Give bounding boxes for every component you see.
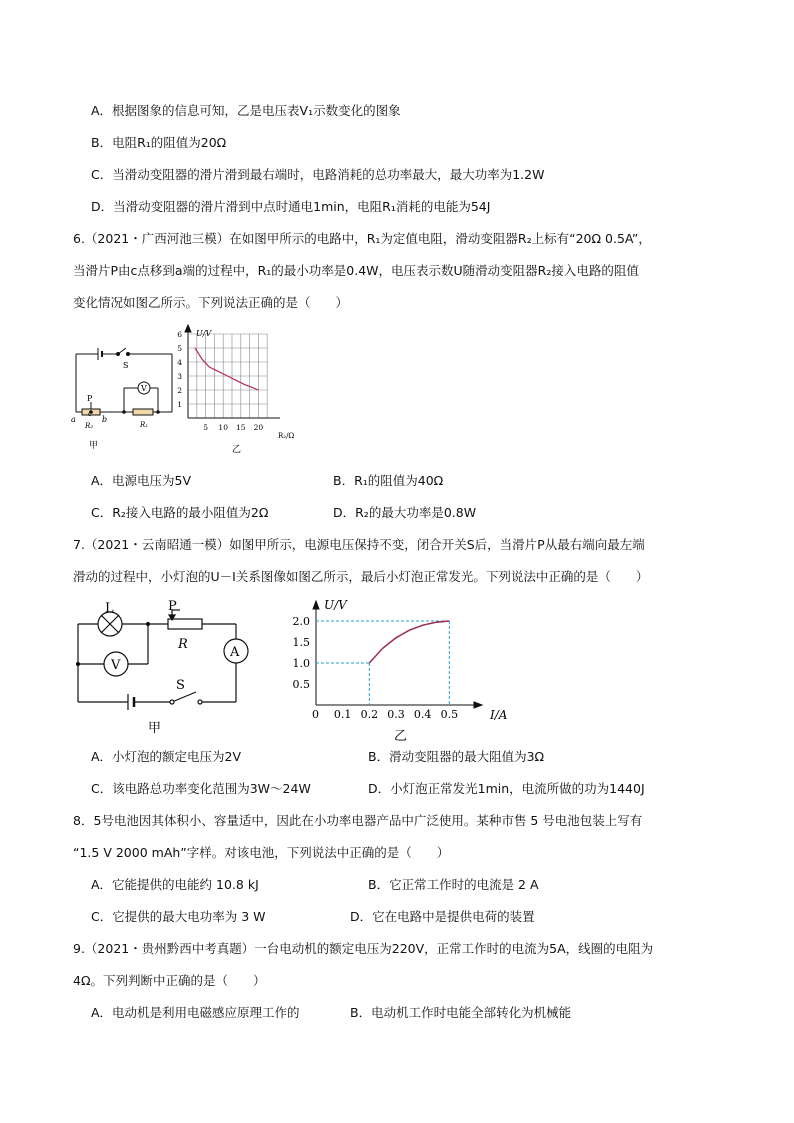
y-tick-label: 5 [177,344,182,353]
y-tick-label: 1 [177,400,182,409]
x-axis-label: R₂/Ω [278,432,295,440]
slider-p-label: P [87,394,93,403]
x-axis-label: I/A [490,708,508,722]
origin-label: 0 [312,708,319,721]
q5-option-b: B．电阻R₁的阻值为20Ω [91,135,227,150]
q7-stem-line2: 滑动的过程中，小灯泡的U－I关系图像如图乙所示，最后小灯泡正常发光。下列说法中正确的是（ ） [73,569,649,584]
q6-stem-line2: 当滑片P由c点移到a端的过程中，R₁的最小功率是0.4W，电压表示数U随滑动变阻器R₂接入电路的阻值 [73,263,639,278]
lamp-l-label: L [105,601,114,616]
q6-stem-line3: 变化情况如图乙所示。下列说法正确的是（ ） [73,295,349,310]
slider-p-label: P [168,599,177,614]
q7-u-i-graph [280,595,520,745]
y-tick-label: 1.5 [292,636,310,649]
q7-option-b: B．滑动变阻器的最大阻值为3Ω [368,749,545,764]
q6-stem-line1: 6.（2021・广西河池三模）在如图甲所示的电路中，R₁为定值电阻，滑动变阻器R₂上标有“20Ω 0.5A”， [73,231,651,246]
y-tick-label: 1.0 [292,657,310,670]
q8-stem-line1: 8．5号电池因其体积小、容量适中，因此在小功率电器产品中广泛使用。某种市售 5 号电池包装上写有 [73,813,643,828]
x-tick-label: 0.5 [440,708,459,721]
r2-label: R₂ [85,422,94,430]
x-tick-label: 5 [203,423,208,432]
r1-label: R₁ [140,421,149,429]
data-curve [369,621,449,663]
figure-caption-jia: 甲 [89,441,99,451]
q6-u-r2-graph [177,322,310,460]
q7-circuit-diagram [72,598,257,736]
y-tick-label: 2 [177,386,182,395]
q6-circuit-diagram [68,340,180,455]
ammeter-label: A [230,645,240,660]
y-axis-label: U/V [196,329,212,338]
switch-s-label: S [123,361,129,370]
q5-option-d: D．当滑动变阻器的滑片滑到中点时通电1min，电阻R₁消耗的电能为54J [91,199,491,214]
voltmeter-label: V [111,658,121,673]
y-axis-label: U/V [324,598,347,612]
q7-option-c: C．该电路总功率变化范围为3W～24W [91,781,311,796]
q6-option-d: D．R₂的最大功率是0.8W [333,505,477,520]
q5-option-c: C．当滑动变阻器的滑片滑到最右端时，电路消耗的总功率最大，最大功率为1.2W [91,167,545,182]
figure-caption-yi: 乙 [394,729,408,744]
q6-option-b: B．R₁的阻值为40Ω [333,473,444,488]
q9-stem-line2: 4Ω。下列判断中正确的是（ ） [73,973,266,988]
switch-s-label: S [176,678,185,693]
y-tick-label: 6 [177,330,182,339]
terminal-a-label: a [71,415,76,424]
x-tick-label: 0.4 [413,708,432,721]
q9-stem-line1: 9.（2021・贵州黔西中考真题）一台电动机的额定电压为220V，正常工作时的电流为5A，线圈的电阻为 [73,941,654,956]
q9-option-b: B．电动机工作时电能全部转化为机械能 [350,1005,572,1020]
x-tick-label: 20 [253,423,264,432]
x-tick-label: 0.2 [360,708,379,721]
q8-option-c: C．它提供的最大电功率为 3 W [91,909,266,924]
q7-stem-line1: 7.（2021・云南昭通一模）如图甲所示，电源电压保持不变，闭合开关S后，当滑片P从最右端向最左端 [73,537,645,552]
y-tick-label: 3 [177,372,182,381]
data-curve [195,348,258,390]
x-tick-label: 10 [218,423,228,432]
q8-stem-line2: “1.5 V 2000 mAh”字样。对该电池，下列说法中正确的是（ ） [73,845,450,860]
point-c-label: c [88,410,92,418]
y-tick-label: 2.0 [292,615,310,628]
figure-caption-jia: 甲 [148,721,162,736]
rheostat-r-label: R [178,637,188,652]
y-tick-label: 4 [177,358,182,367]
y-tick-label: 0.5 [292,678,310,691]
q8-option-b: B．它正常工作时的电流是 2 A [368,877,539,892]
voltmeter-label: V [141,384,147,393]
x-tick-label: 0.1 [333,708,352,721]
x-tick-label: 15 [236,423,246,432]
x-tick-label: 0.3 [387,708,405,721]
q7-option-d: D．小灯泡正常发光1min，电流所做的功为1440J [368,781,645,796]
q7-option-a: A．小灯泡的额定电压为2V [91,749,242,764]
q8-option-a: A．它能提供的电能约 10.8 kJ [91,877,259,892]
q8-option-d: D．它在电路中是提供电荷的装置 [350,909,535,924]
q5-option-a: A．根据图象的信息可知，乙是电压表V₁示数变化的图象 [91,103,401,118]
figure-caption-yi: 乙 [232,445,242,455]
q9-option-a: A．电动机是利用电磁感应原理工作的 [91,1005,300,1020]
q6-option-c: C．R₂接入电路的最小阻值为2Ω [91,505,269,520]
terminal-b-label: b [102,415,108,424]
q6-option-a: A．电源电压为5V [91,473,192,488]
